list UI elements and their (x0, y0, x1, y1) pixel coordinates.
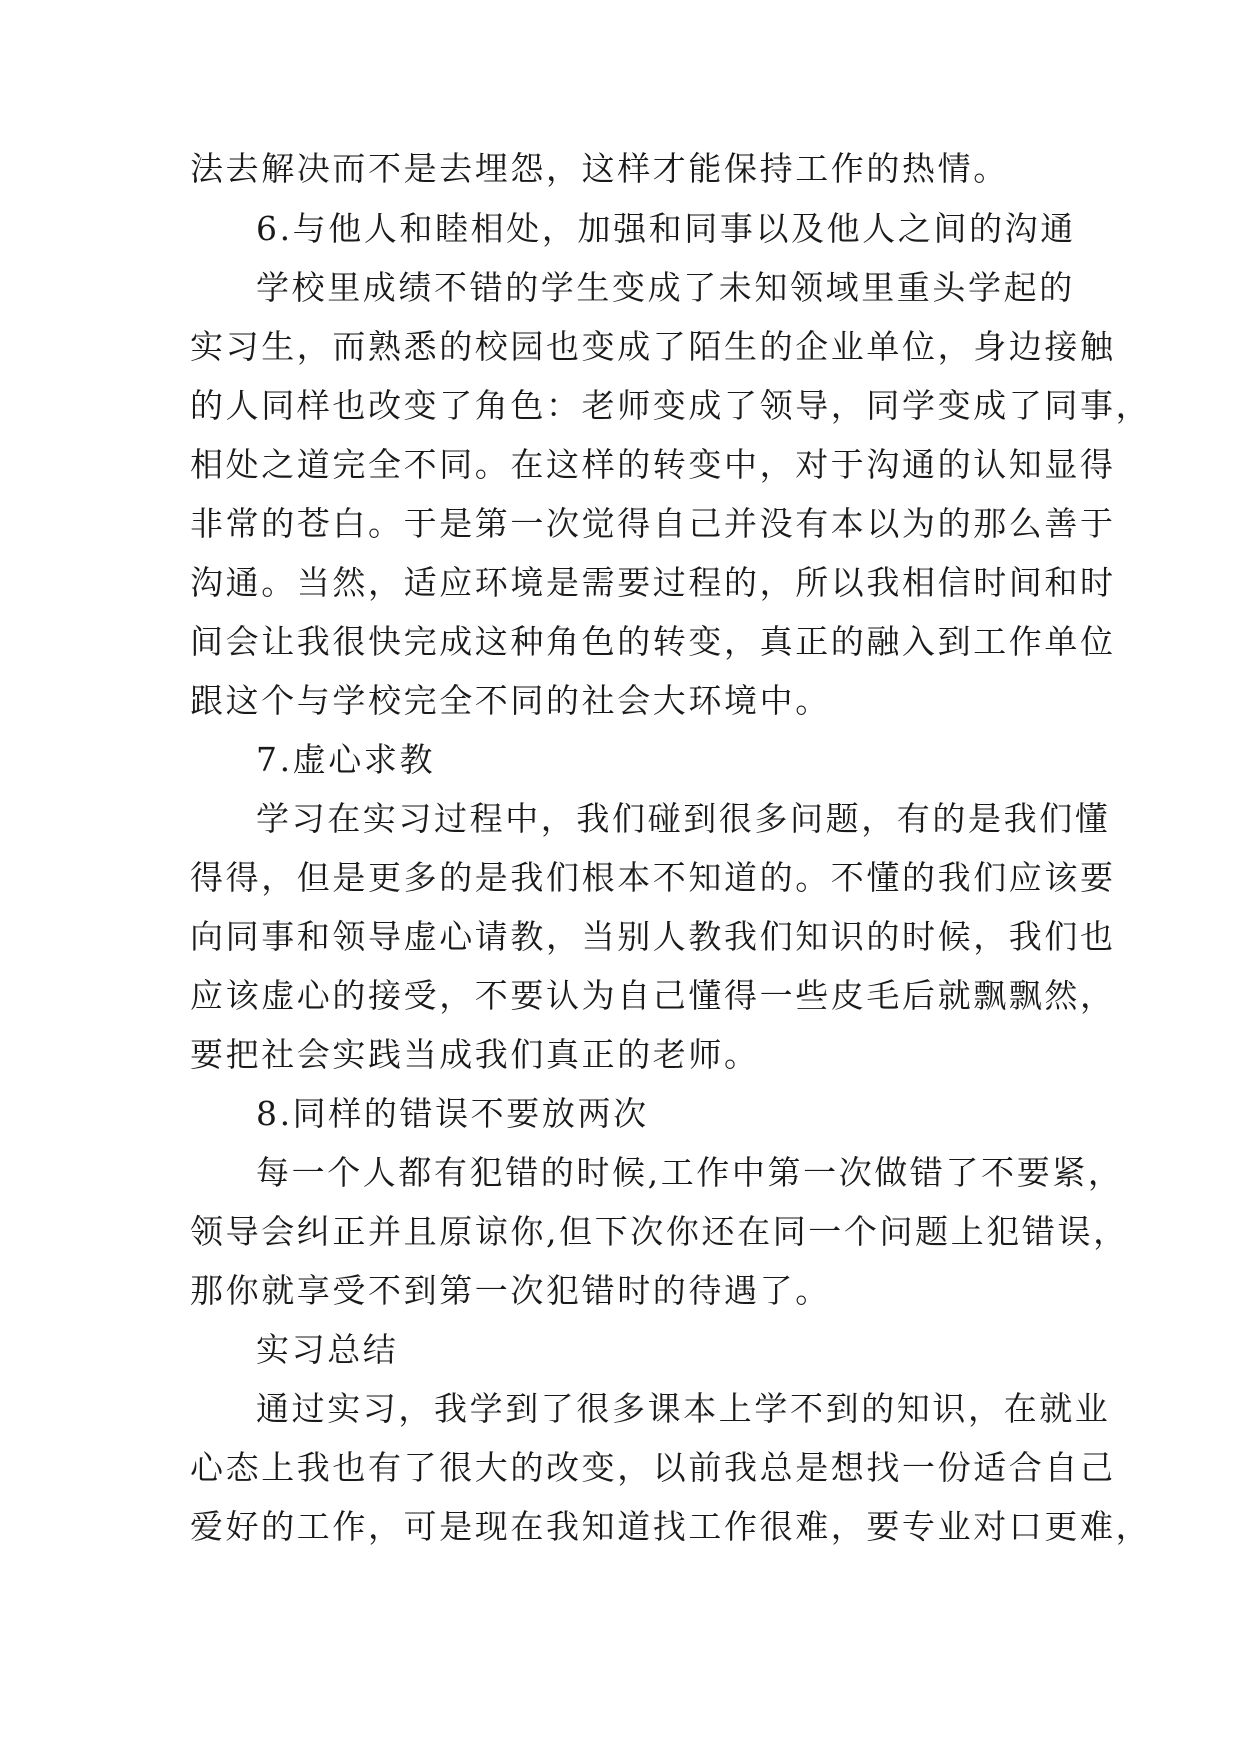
text-line: 跟这个与学校完全不同的社会大环境中。 (190, 681, 831, 720)
text-line: 向同事和领导虚心请教，当别人教我们知识的时候，我们也 (190, 917, 1116, 956)
text-line: 领导会纠正并且原谅你,但下次你还在同一个问题上犯错误， (190, 1212, 1129, 1251)
section-heading-8: 8.同样的错误不要放两次 (256, 1094, 649, 1133)
text-line: 通过实习，我学到了很多课本上学不到的知识，在就业 (256, 1389, 1111, 1428)
text-line: 法去解决而不是去埋怨，这样才能保持工作的热情。 (190, 149, 1009, 188)
text-line: 学习在实习过程中，我们碰到很多问题，有的是我们懂 (256, 799, 1111, 838)
text-line: 心态上我也有了很大的改变，以前我总是想找一份适合自己 (190, 1448, 1116, 1487)
section-heading-summary: 实习总结 (256, 1330, 399, 1369)
text-line: 那你就享受不到第一次犯错时的待遇了。 (190, 1271, 831, 1310)
text-line: 间会让我很快完成这种角色的转变，真正的融入到工作单位 (190, 622, 1116, 661)
section-heading-7: 7.虚心求教 (256, 740, 436, 779)
section-heading-6: 6.与他人和睦相处，加强和同事以及他人之间的沟通 (256, 209, 1076, 248)
text-line: 沟通。当然，适应环境是需要过程的，所以我相信时间和时 (190, 563, 1116, 602)
text-line: 非常的苍白。于是第一次觉得自己并没有本以为的那么善于 (190, 504, 1116, 543)
text-line: 要把社会实践当成我们真正的老师。 (190, 1035, 760, 1074)
text-line: 每一个人都有犯错的时候,工作中第一次做错了不要紧， (256, 1153, 1124, 1192)
text-line: 的人同样也改变了角色：老师变成了领导，同学变成了同事， (190, 386, 1152, 425)
text-line: 相处之道完全不同。在这样的转变中，对于沟通的认知显得 (190, 445, 1116, 484)
text-line: 学校里成绩不错的学生变成了未知领域里重头学起的 (256, 268, 1075, 307)
text-line: 实习生，而熟悉的校园也变成了陌生的企业单位，身边接触 (190, 327, 1116, 366)
text-line: 爱好的工作，可是现在我知道找工作很难，要专业对口更难， (190, 1507, 1152, 1546)
text-line: 应该虚心的接受，不要认为自己懂得一些皮毛后就飘飘然， (190, 976, 1116, 1015)
text-line: 得得，但是更多的是我们根本不知道的。不懂的我们应该要 (190, 858, 1116, 897)
